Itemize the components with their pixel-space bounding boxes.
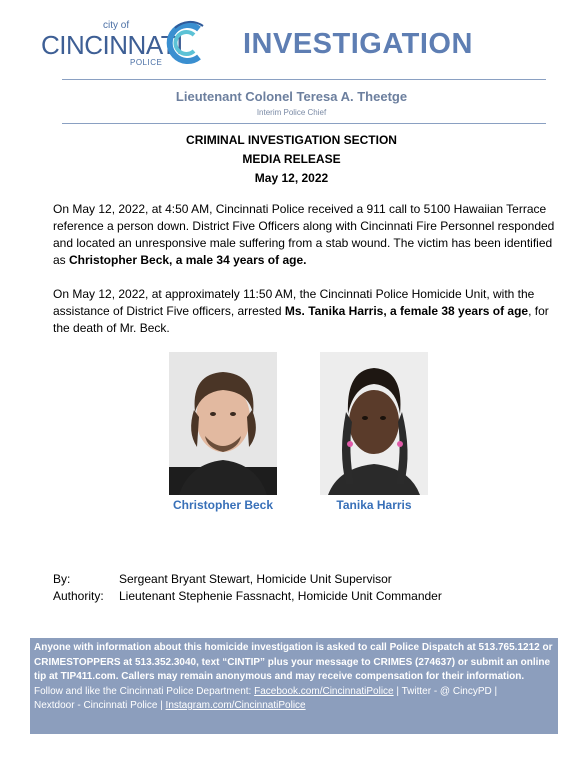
section-heading: CRIMINAL INVESTIGATION SECTION bbox=[186, 133, 397, 147]
follow-line-2 bbox=[34, 699, 554, 714]
authority-label: Authority: bbox=[53, 589, 104, 603]
document-title: INVESTIGATION bbox=[243, 28, 473, 60]
victim-caption: Christopher Beck bbox=[172, 498, 274, 512]
logo-police: POLICE bbox=[130, 58, 163, 67]
paragraph-arrest bbox=[53, 286, 563, 337]
chief-name: Lieutenant Colonel Teresa A. Theetge bbox=[175, 89, 408, 104]
paragraph-incident-text: On May 12, 2022, at 4:50 AM, Cincinnati Police received a 911 call to 5100 Hawaiian Terrace reference a person down. District Five Officers along with Cincinnati Fire Personnel responded and located an unresponsive male suffering from a stab wound. The victim has been identified as bbox=[53, 202, 555, 267]
cincinnati-c-logo-icon bbox=[163, 20, 209, 66]
release-date: May 12, 2022 bbox=[254, 171, 329, 185]
follow-text: Follow and like the Cincinnati Police Department: bbox=[34, 685, 255, 697]
instagram-link[interactable]: Instagram.com/CincinnatiPolice bbox=[165, 700, 306, 711]
nextdoor-text: Nextdoor - Cincinnati Police | bbox=[34, 700, 166, 711]
victim-photo bbox=[169, 352, 277, 495]
by-label: By: bbox=[53, 572, 71, 586]
paragraph-incident bbox=[53, 201, 563, 269]
suspect-identity: Ms. Tanika Harris, a female 38 years of age bbox=[284, 304, 529, 318]
by-value: Sergeant Bryant Stewart, Homicide Unit Supervisor bbox=[119, 572, 392, 586]
suspect-photo bbox=[320, 352, 428, 495]
header-bottom-rule bbox=[62, 123, 546, 124]
paragraph-arrest-end: , for the death of Mr. Beck. bbox=[53, 304, 549, 335]
logo-cincinnati: CINCINNATI bbox=[41, 30, 183, 60]
facebook-link[interactable]: Facebook.com/CincinnatiPolice bbox=[254, 685, 394, 697]
authority-value: Lieutenant Stephenie Fassnacht, Homicide Unit Commander bbox=[119, 589, 442, 603]
victim-identity: Christopher Beck, a male 34 years of age. bbox=[69, 253, 307, 267]
header-top-rule bbox=[62, 79, 546, 80]
logo-city-of: city of bbox=[103, 20, 130, 31]
paragraph-arrest-text: On May 12, 2022, at approximately 11:50 AM, the Cincinnati Police Homicide Unit, with the assistance of District Five officers, arrested bbox=[53, 287, 535, 318]
twitter-text: | Twitter - @ CincyPD | bbox=[393, 685, 498, 697]
chief-role: Interim Police Chief bbox=[256, 108, 327, 117]
release-type: MEDIA RELEASE bbox=[242, 152, 341, 166]
suspect-caption: Tanika Harris bbox=[336, 498, 412, 512]
follow-line bbox=[34, 685, 554, 700]
tip-text: Anyone with information about this homicide investigation is asked to call Police Dispatch at 513.765.1212 or CRIMESTOPPERS at 513.352.3040, text “CINTIP” plus your message to CRIMES (274637) or submit an online tip at TIP411.com. Callers may remain anonymous and may receive compensation for their information. bbox=[34, 642, 553, 682]
tip-footer bbox=[30, 638, 558, 734]
